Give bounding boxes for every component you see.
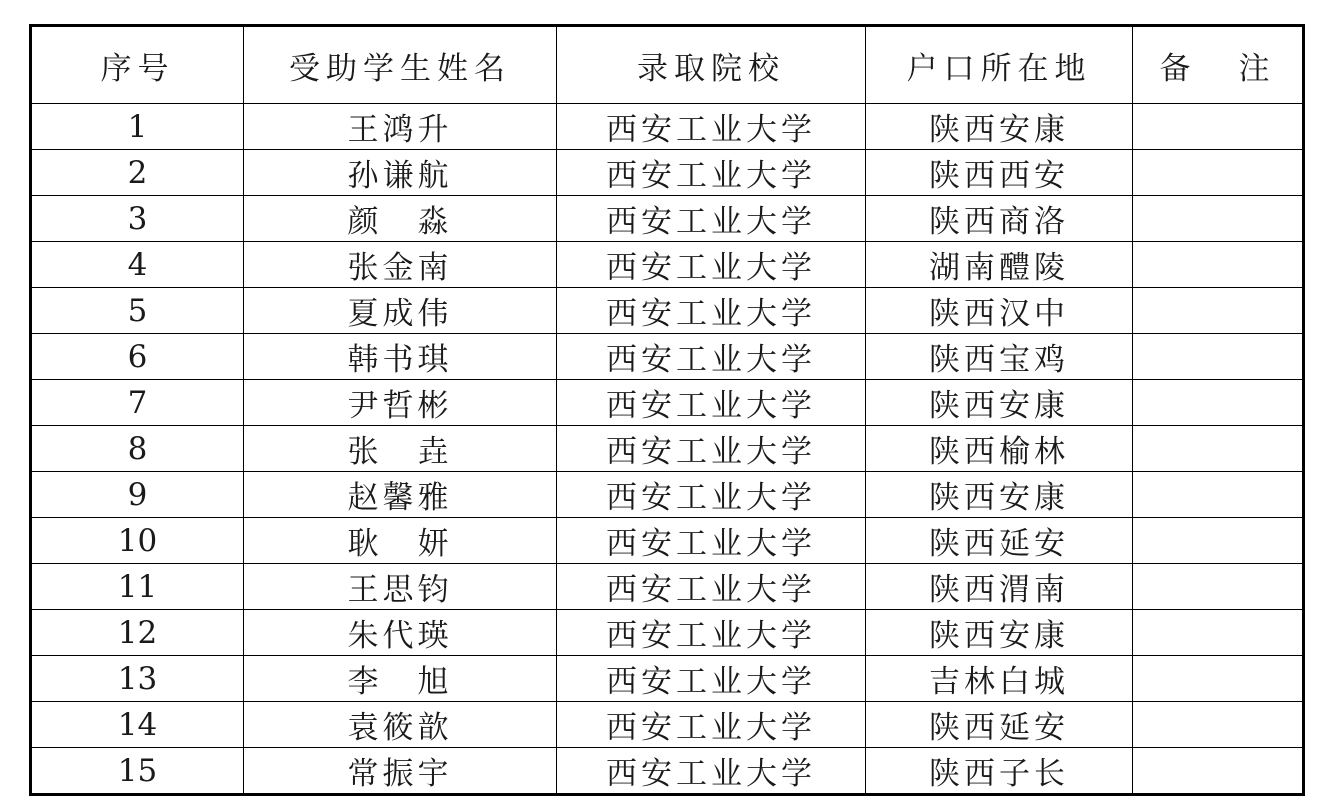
cell-admitted-school: 西安工业大学 bbox=[557, 334, 866, 380]
cell-admitted-school: 西安工业大学 bbox=[557, 104, 866, 150]
cell-student-name: 张 垚 bbox=[244, 426, 557, 472]
cell-serial-number: 11 bbox=[31, 564, 244, 610]
table-row bbox=[31, 564, 1304, 610]
table-row bbox=[31, 656, 1304, 702]
header-household-registration: 户口所在地 bbox=[866, 26, 1133, 104]
cell-student-name: 孙谦航 bbox=[244, 150, 557, 196]
cell-remarks bbox=[1133, 380, 1304, 426]
cell-remarks bbox=[1133, 702, 1304, 748]
cell-admitted-school: 西安工业大学 bbox=[557, 748, 866, 795]
cell-remarks bbox=[1133, 748, 1304, 795]
table-row bbox=[31, 150, 1304, 196]
cell-student-name: 朱代瑛 bbox=[244, 610, 557, 656]
header-serial-number: 序号 bbox=[31, 26, 244, 104]
cell-serial-number: 6 bbox=[31, 334, 244, 380]
cell-student-name: 夏成伟 bbox=[244, 288, 557, 334]
cell-serial-number: 10 bbox=[31, 518, 244, 564]
cell-admitted-school: 西安工业大学 bbox=[557, 150, 866, 196]
cell-admitted-school: 西安工业大学 bbox=[557, 610, 866, 656]
cell-student-name: 王思钧 bbox=[244, 564, 557, 610]
cell-student-name: 颜 淼 bbox=[244, 196, 557, 242]
cell-remarks bbox=[1133, 150, 1304, 196]
table-row bbox=[31, 104, 1304, 150]
cell-household-registration: 吉林白城 bbox=[866, 656, 1133, 702]
cell-student-name: 李 旭 bbox=[244, 656, 557, 702]
cell-serial-number: 8 bbox=[31, 426, 244, 472]
cell-student-name: 王鸿升 bbox=[244, 104, 557, 150]
table-row bbox=[31, 702, 1304, 748]
cell-remarks bbox=[1133, 518, 1304, 564]
cell-remarks bbox=[1133, 242, 1304, 288]
cell-serial-number: 7 bbox=[31, 380, 244, 426]
cell-household-registration: 陕西宝鸡 bbox=[866, 334, 1133, 380]
header-remarks-part1: 备 bbox=[1159, 50, 1197, 87]
cell-remarks bbox=[1133, 334, 1304, 380]
cell-admitted-school: 西安工业大学 bbox=[557, 196, 866, 242]
cell-admitted-school: 西安工业大学 bbox=[557, 518, 866, 564]
cell-remarks bbox=[1133, 196, 1304, 242]
cell-remarks bbox=[1133, 610, 1304, 656]
table-row bbox=[31, 472, 1304, 518]
cell-serial-number: 3 bbox=[31, 196, 244, 242]
cell-student-name: 张金南 bbox=[244, 242, 557, 288]
table-row bbox=[31, 518, 1304, 564]
cell-household-registration: 湖南醴陵 bbox=[866, 242, 1133, 288]
cell-student-name: 常振宇 bbox=[244, 748, 557, 795]
header-student-name: 受助学生姓名 bbox=[244, 26, 557, 104]
cell-student-name: 韩书琪 bbox=[244, 334, 557, 380]
cell-serial-number: 14 bbox=[31, 702, 244, 748]
cell-remarks bbox=[1133, 104, 1304, 150]
cell-admitted-school: 西安工业大学 bbox=[557, 242, 866, 288]
cell-household-registration: 陕西西安 bbox=[866, 150, 1133, 196]
document-sheet bbox=[29, 24, 1302, 792]
cell-admitted-school: 西安工业大学 bbox=[557, 426, 866, 472]
cell-admitted-school: 西安工业大学 bbox=[557, 288, 866, 334]
cell-household-registration: 陕西榆林 bbox=[866, 426, 1133, 472]
cell-household-registration: 陕西安康 bbox=[866, 472, 1133, 518]
table-row bbox=[31, 334, 1304, 380]
cell-student-name: 袁筱歆 bbox=[244, 702, 557, 748]
cell-serial-number: 9 bbox=[31, 472, 244, 518]
cell-admitted-school: 西安工业大学 bbox=[557, 472, 866, 518]
cell-remarks bbox=[1133, 472, 1304, 518]
cell-household-registration: 陕西延安 bbox=[866, 518, 1133, 564]
cell-admitted-school: 西安工业大学 bbox=[557, 564, 866, 610]
cell-admitted-school: 西安工业大学 bbox=[557, 656, 866, 702]
cell-student-name: 尹哲彬 bbox=[244, 380, 557, 426]
cell-student-name: 耿 妍 bbox=[244, 518, 557, 564]
cell-admitted-school: 西安工业大学 bbox=[557, 380, 866, 426]
header-remarks-part2: 注 bbox=[1238, 50, 1276, 87]
table-row bbox=[31, 288, 1304, 334]
cell-serial-number: 1 bbox=[31, 104, 244, 150]
table-row bbox=[31, 242, 1304, 288]
table-body bbox=[31, 104, 1304, 795]
header-admitted-school: 录取院校 bbox=[557, 26, 866, 104]
cell-serial-number: 15 bbox=[31, 748, 244, 795]
cell-serial-number: 4 bbox=[31, 242, 244, 288]
table-row bbox=[31, 426, 1304, 472]
cell-serial-number: 13 bbox=[31, 656, 244, 702]
cell-serial-number: 12 bbox=[31, 610, 244, 656]
cell-household-registration: 陕西商洛 bbox=[866, 196, 1133, 242]
student-aid-table bbox=[29, 24, 1305, 796]
cell-household-registration: 陕西延安 bbox=[866, 702, 1133, 748]
cell-remarks bbox=[1133, 426, 1304, 472]
cell-remarks bbox=[1133, 656, 1304, 702]
cell-admitted-school: 西安工业大学 bbox=[557, 702, 866, 748]
header-remarks bbox=[1133, 26, 1304, 104]
cell-household-registration: 陕西子长 bbox=[866, 748, 1133, 795]
cell-household-registration: 陕西安康 bbox=[866, 380, 1133, 426]
table-row bbox=[31, 610, 1304, 656]
cell-household-registration: 陕西安康 bbox=[866, 610, 1133, 656]
cell-household-registration: 陕西安康 bbox=[866, 104, 1133, 150]
table-row bbox=[31, 380, 1304, 426]
cell-household-registration: 陕西汉中 bbox=[866, 288, 1133, 334]
table-header-row bbox=[31, 26, 1304, 104]
cell-serial-number: 5 bbox=[31, 288, 244, 334]
table-row bbox=[31, 748, 1304, 795]
cell-household-registration: 陕西渭南 bbox=[866, 564, 1133, 610]
cell-student-name: 赵馨雅 bbox=[244, 472, 557, 518]
cell-serial-number: 2 bbox=[31, 150, 244, 196]
cell-remarks bbox=[1133, 288, 1304, 334]
table-row bbox=[31, 196, 1304, 242]
cell-remarks bbox=[1133, 564, 1304, 610]
